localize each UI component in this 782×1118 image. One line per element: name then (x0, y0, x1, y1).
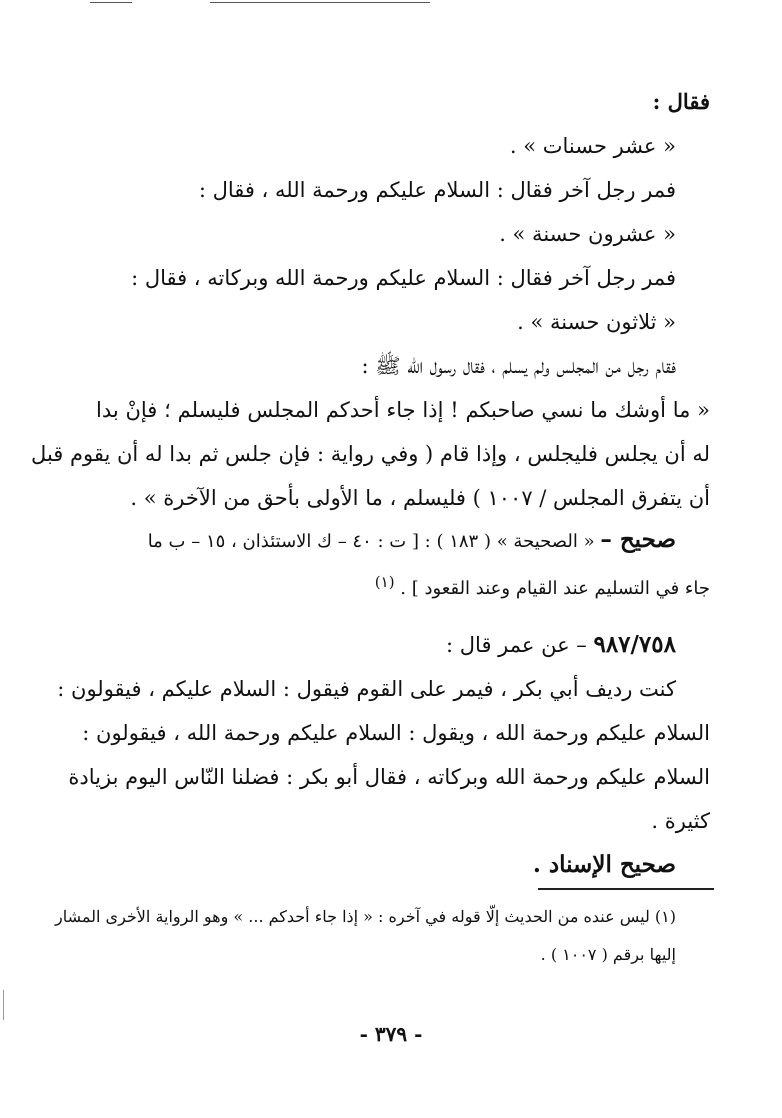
footnote-marker: (١) (374, 573, 395, 591)
body-line: أن يتفرق المجلس / ١٠٠٧ ) فليسلم ، ما الأولى بأحق من الآخرة » . (130, 486, 710, 510)
margin-mark (3, 990, 4, 1020)
body-line: فقال : (652, 89, 710, 114)
page-body (31, 80, 710, 887)
page-number: - ٣٧٩ - (359, 1022, 423, 1046)
top-rule-left (90, 2, 132, 3)
grading-isnad: صحيح الإسناد . (532, 851, 676, 878)
body-line: فمر رجل آخر فقال : السلام عليكم ورحمة الله ، فقال : (198, 178, 676, 202)
body-line: فقام رجل من المجلس ولم يسلم ، فقال رسول الله ﷺ : (361, 354, 676, 378)
hadith-intro: – عن عمر قال : (446, 633, 587, 657)
body-line: له أن يجلس فليجلس ، وإذا قام ( وفي رواية : فإن جلس ثم بدا له أن يقوم قبل (31, 442, 710, 466)
footnotes (55, 898, 710, 974)
body-line: فمر رجل آخر فقال : السلام عليكم ورحمة الله وبركاته ، فقال : (131, 266, 676, 290)
body-line: « ثلاثون حسنة » . (517, 310, 676, 334)
hadith-heading (96, 623, 710, 667)
footnote-line: (١) ليس عنده من الحديث إلّا قوله في آخره : « إذا جاء أحدكم ... » وهو الرواية الأخرى المشار (55, 907, 676, 926)
hadith-number: ٩٨٧/٧٥٨ (593, 631, 676, 658)
source-text: جاء في التسليم عند القيام وعند القعود ] . (400, 578, 710, 599)
grading-source: « الصحيحة » ( ١٨٣ ) : [ ت : ٤٠ – ك الاستئذان ، ١٥ – ب ما (147, 531, 595, 552)
top-rule-right (210, 2, 430, 3)
body-line: « ما أوشك ما نسي صاحبكم ! إذا جاء أحدكم المجلس فليسلم ؛ فإنْ بدا (96, 398, 710, 422)
grading-label: صحيح – (600, 526, 676, 553)
footnote-separator (538, 888, 714, 890)
footnote-line: إليها برقم ( ١٠٠٧ ) . (540, 945, 676, 964)
source-line-continued (96, 562, 710, 609)
hadith-line: كثيرة . (651, 809, 710, 833)
body-line: « عشرون حسنة » . (499, 222, 676, 246)
hadith-line: كنت رديف أبي بكر ، فيمر على القوم فيقول : السلام عليكم ، فيقولون : (57, 677, 676, 701)
body-line: « عشر حسنات » . (509, 134, 676, 158)
grading-source-line (96, 520, 710, 562)
hadith-line: السلام عليكم ورحمة الله وبركاته ، فقال أبو بكر : فضلنا النّاس اليوم بزيادة (68, 765, 710, 789)
hadith-line: السلام عليكم ورحمة الله ، ويقول : السلام عليكم ورحمة الله ، فيقولون : (82, 721, 710, 745)
